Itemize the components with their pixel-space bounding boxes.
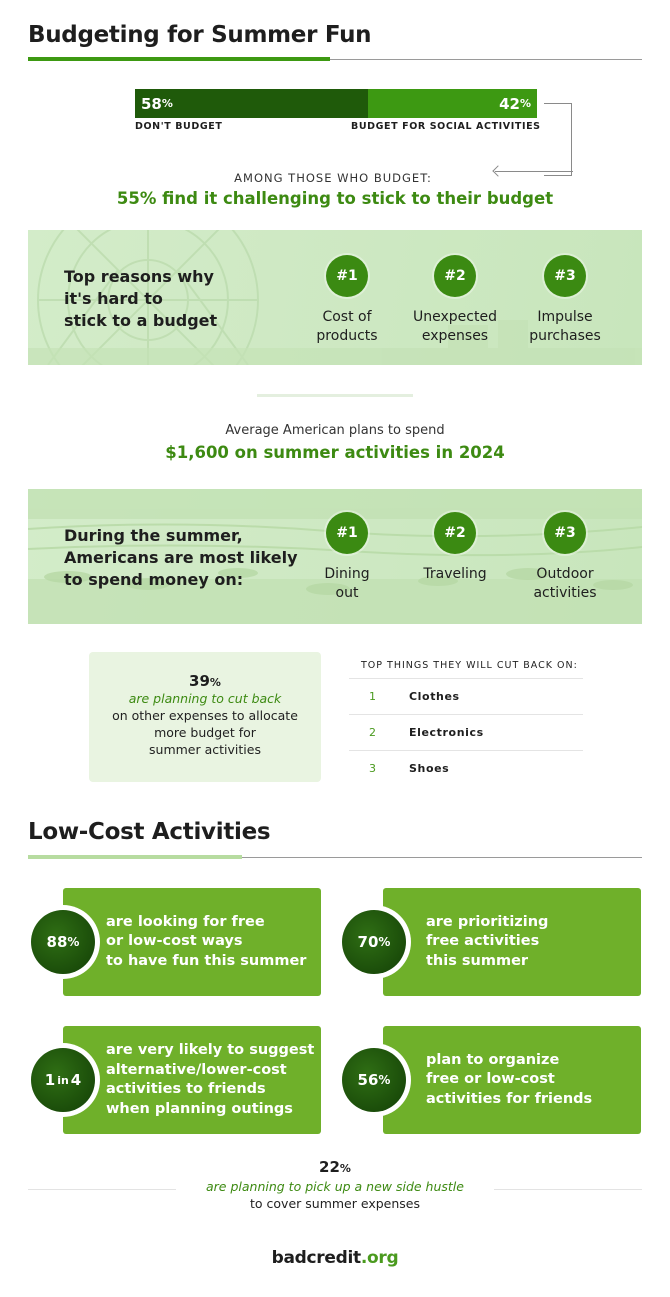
reason-label: purchases [529, 328, 601, 344]
summer-spending-banner [28, 489, 642, 624]
cutback-percent: 39% [189, 672, 221, 690]
stat-text: when planning outings [106, 1100, 293, 1117]
challenge-headline: 55% find it challenging to stick to their budget [116, 189, 554, 208]
stat-circle-1-in-4 [26, 1043, 100, 1117]
stat-text: activities for friends [426, 1090, 593, 1107]
dont-budget-value: 58 [141, 94, 162, 113]
list-item [349, 750, 583, 786]
stat-circle-70: 70 % [337, 905, 411, 979]
side-hustle-italic: are planning to pick up a new side hustle [206, 1179, 464, 1194]
spend-label: Dining [324, 566, 370, 582]
stat-text: free activities [426, 933, 540, 950]
cutback-line: summer activities [149, 742, 261, 757]
stat-value: 88 [46, 933, 68, 951]
reason-item-3 [515, 255, 615, 346]
title-underline [28, 855, 242, 859]
rank-badge: #1 [326, 255, 368, 297]
stat-text: are prioritizing [426, 913, 549, 930]
stat-text: to have fun this summer [106, 952, 307, 969]
among-budgeters-label: AMONG THOSE WHO BUDGET: [234, 171, 432, 185]
logo-tld-text: .org [360, 1248, 399, 1268]
budget-split-bar [135, 89, 537, 118]
stat-card-70 [383, 888, 641, 996]
stat-text: are looking for free [106, 913, 265, 930]
stat-card-1-in-4 [63, 1026, 321, 1134]
reason-label: Unexpected [413, 309, 497, 325]
stat-card-56 [383, 1026, 641, 1134]
cutback-list-title: TOP THINGS THEY WILL CUT BACK ON: [361, 660, 578, 671]
stat-text: this summer [426, 952, 529, 969]
list-label: Shoes [409, 762, 450, 775]
reason-item-1 [297, 255, 397, 346]
social-budget-segment: 42 % [368, 89, 537, 118]
spend-label: Traveling [423, 566, 487, 582]
reasons-title-line: stick to a budget [64, 311, 218, 330]
list-number: 3 [369, 762, 376, 775]
dont-budget-label: DON'T BUDGET [135, 121, 223, 132]
reason-item-2 [405, 255, 505, 346]
stat-text: free or low-cost [426, 1071, 555, 1088]
rank-badge: #3 [544, 512, 586, 554]
side-hustle-line: to cover summer expenses [250, 1196, 420, 1211]
reason-label: Impulse [537, 309, 593, 325]
section-title-low-cost: Low-Cost Activities [28, 819, 271, 845]
list-item [349, 714, 583, 750]
list-label: Electronics [409, 726, 484, 739]
spend-headline: $1,600 on summer activities in 2024 [165, 443, 505, 462]
section-title-budgeting: Budgeting for Summer Fun [28, 22, 372, 48]
reason-label: expenses [421, 328, 489, 344]
list-number: 2 [369, 726, 376, 739]
spend-item-1 [297, 512, 397, 603]
stat-circle-56: 56 % [337, 1043, 411, 1117]
cutback-percent-value: 39 [189, 672, 210, 690]
spend-label: activities [533, 585, 597, 601]
spend-item-2 [405, 512, 505, 584]
stat-text: are very likely to suggest [106, 1042, 315, 1058]
rank-badge: #3 [544, 255, 586, 297]
stat-value: 70 [357, 933, 379, 951]
title-underline [28, 57, 330, 61]
list-item [349, 678, 583, 714]
stat-card-88 [63, 888, 321, 996]
stat-value: 4 [70, 1071, 82, 1089]
rank-badge: #1 [326, 512, 368, 554]
spend-label: Outdoor [536, 566, 594, 582]
stat-text: alternative/lower-cost [106, 1061, 287, 1078]
spend-intro: Average American plans to spend [225, 423, 445, 438]
stat-circle-88: 88 % [26, 905, 100, 979]
summer-title-line: Americans are most likely [64, 548, 298, 567]
stat-value-connector: in [57, 1073, 69, 1087]
stat-text: or low-cost ways [106, 933, 243, 950]
reasons-title-line: it's hard to [64, 289, 163, 308]
short-divider [257, 394, 413, 397]
stat-value: 1 [44, 1071, 56, 1089]
reason-label: Cost of [322, 309, 372, 325]
reasons-title [64, 266, 217, 332]
summer-title [64, 525, 298, 591]
stat-value: 56 [357, 1071, 379, 1089]
cutback-stat-card [89, 652, 321, 782]
logo-main-text: badcredit [271, 1248, 361, 1268]
rank-badge: #2 [434, 512, 476, 554]
social-budget-label: BUDGET FOR SOCIAL ACTIVITIES [351, 121, 541, 132]
cutback-line: more budget for [154, 725, 256, 740]
stat-text: plan to organize [426, 1051, 560, 1068]
badcredit-logo[interactable] [0, 1248, 670, 1268]
list-label: Clothes [409, 690, 460, 703]
side-hustle-value: 22 [319, 1158, 340, 1176]
summer-title-line: During the summer, [64, 526, 243, 545]
dont-budget-segment: 58 % [135, 89, 368, 118]
reason-label: products [316, 328, 378, 344]
cutback-list [349, 660, 583, 786]
cutback-italic: are planning to cut back [128, 691, 282, 706]
reasons-banner [28, 230, 642, 365]
side-hustle-percent: 22% [319, 1158, 351, 1176]
reasons-title-line: Top reasons why [64, 267, 214, 286]
social-budget-value: 42 [499, 94, 520, 113]
spend-item-3 [515, 512, 615, 603]
cutback-line: on other expenses to allocate [112, 708, 298, 723]
stat-text: activities to friends [106, 1081, 266, 1097]
summer-title-line: to spend money on: [64, 570, 244, 589]
rank-badge: #2 [434, 255, 476, 297]
connector-line [544, 103, 572, 176]
spend-label: out [335, 585, 359, 601]
list-number: 1 [369, 690, 376, 703]
